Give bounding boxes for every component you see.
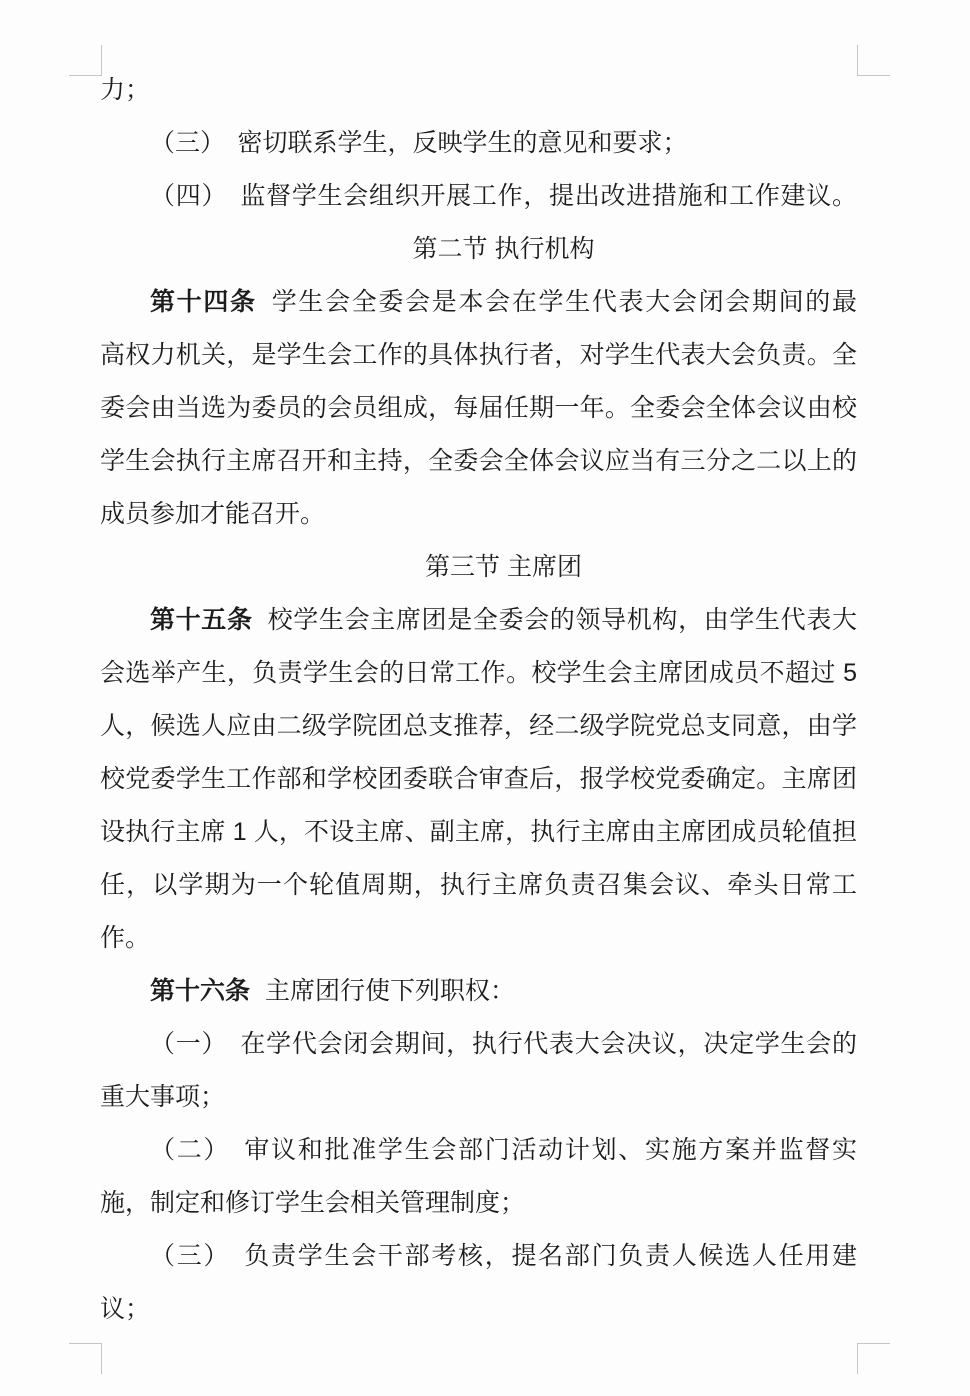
document-line: 议； xyxy=(100,1295,151,1323)
document-line: 重大事项； xyxy=(100,1083,226,1111)
document-line: 校党委学生工作部和学校团委联合审查后，报学校党委确定。主席团 xyxy=(100,765,857,793)
document-line: 施，制定和修订学生会相关管理制度； xyxy=(100,1189,526,1217)
document-line: 任，以学期为一个轮值周期，执行主席负责召集会议、牵头日常工 xyxy=(100,871,857,899)
document-line: 会选举产生，负责学生会的日常工作。校学生会主席团成员不超过 5 xyxy=(100,659,857,687)
crop-mark-bottom-left xyxy=(69,1343,102,1374)
document-line xyxy=(100,276,857,329)
document-line: 成员参加才能召开。 xyxy=(100,500,326,528)
article-number: 第十五条 xyxy=(150,606,253,634)
document-line: 力； xyxy=(100,76,151,104)
document-line: （三） 密切联系学生，反映学生的意见和要求； xyxy=(150,129,688,157)
article-text: 主席团行使下列职权： xyxy=(265,977,516,1005)
document-line: 设执行主席 1 人，不设主席、副主席，执行主席由主席团成员轮值担 xyxy=(100,818,857,846)
article-number: 第十四条 xyxy=(150,288,257,316)
document-line: （四） 监督学生会组织开展工作，提出改进措施和工作建议。 xyxy=(150,182,857,210)
article-text: 学生会全委会是本会在学生代表大会闭会期间的最 xyxy=(271,288,857,316)
document-line xyxy=(100,594,857,647)
article-text: 校学生会主席团是全委会的领导机构，由学生代表大 xyxy=(267,606,857,634)
document-line: （二） 审议和批准学生会部门活动计划、实施方案并监督实 xyxy=(150,1136,857,1164)
document-line: 高权力机关，是学生会工作的具体执行者，对学生代表大会负责。全 xyxy=(100,341,857,369)
document-line: （三） 负责学生会干部考核，提名部门负责人候选人任用建 xyxy=(150,1242,857,1270)
crop-mark-top-left xyxy=(69,45,102,76)
section-heading: 第二节 执行机构 xyxy=(412,235,595,263)
document-line xyxy=(100,965,857,1018)
document-body xyxy=(100,64,857,1336)
crop-mark-bottom-right xyxy=(857,1343,890,1374)
section-heading: 第三节 主席团 xyxy=(425,553,582,581)
crop-mark-top-right xyxy=(857,45,890,76)
document-line: 作。 xyxy=(100,924,151,952)
document-line: 委会由当选为委员的会员组成，每届任期一年。全委会全体会议由校 xyxy=(100,394,857,422)
document-line: 学生会执行主席召开和主持，全委会全体会议应当有三分之二以上的 xyxy=(100,447,857,475)
document-line: 人，候选人应由二级学院团总支推荐，经二级学院党总支同意，由学 xyxy=(100,712,857,740)
document-line: （一） 在学代会闭会期间，执行代表大会决议，决定学生会的 xyxy=(150,1030,857,1058)
article-number: 第十六条 xyxy=(150,977,251,1005)
